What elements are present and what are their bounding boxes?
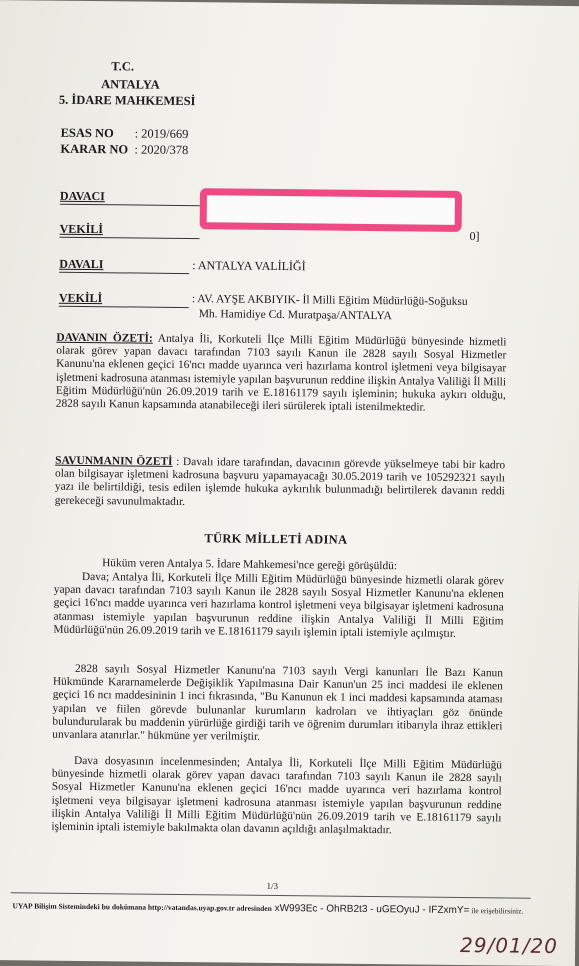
tc-heading: T.C.: [111, 59, 135, 74]
body-paragraph-4: Dava dosyasının incelenmesinden; Antalya İli, Korkuteli İlçe Milli Eğitim Müdürlüğü bünyesinde hizmetli olarak görev yapan davacı tarafından 7103 sayılı Kanun ile 2828 sayılı Sosyal Hizmetler Kanunu'na eklenen geçici 16'ncı madde uyarınca veri hazırlama kontrol işletmeni veya bilgisayar işletmeni kadrosuna atanması istemiyle yapılan başvurunun reddine ilişkin Antalya Valiliği İl Milli Eğitim Müdürlüğü'nün 26.09.2019 tarih ve E.18161179 sayılı işleminin iptali istemiyle bakılmakta olan davanın açıldığı anlaşılmaktadır.: [51, 754, 503, 837]
body-paragraph-2: Dava; Antalya İli, Korkuteli İlçe Milli Eğitim Müdürlüğü bünyesinde hizmetli olarak görev yapan davacı tarafından 7103 sayılı Kanun ile 2828 sayılı Sosyal Hizmetler Kanunu'na eklenen geçici 16'ncı madde uyarınca veri hazırlama kontrol işletmeni veya bilgisayar işletmeni kadrosuna atanması istemiyle yapılan başvurunun reddine ilişkin Antalya Valiliği İl Milli Eğitim Müdürlüğü'nün 26.09.2019 tarih ve E.18161179 sayılı işlemin iptali istemiyle açılmıştır.: [53, 570, 505, 640]
handwritten-date: 29/01/20: [460, 932, 559, 958]
davaci-label: DAVACI: [59, 188, 105, 204]
davanin-ozeti-paragraph: [56, 332, 507, 416]
davali-underline: [59, 272, 189, 274]
esas-value: : 2019/669: [134, 126, 189, 142]
page-number: 1/3: [266, 880, 279, 892]
savunmanin-ozeti-paragraph: [55, 455, 506, 513]
vekili2-label: VEKİLİ: [58, 290, 103, 306]
vekili2-address-line1: : AV. AYŞE AKBIYIK- İl Milli Eğitim Müdürlüğü-Soğuksu: [191, 293, 468, 308]
redacted-tail: 0]: [469, 229, 480, 244]
vekili2-underline: [59, 306, 189, 308]
davaci-underline: [60, 204, 200, 206]
karar-value: : 2020/378: [134, 142, 189, 158]
davanin-ozeti-label: DAVANIN ÖZETİ:: [56, 331, 153, 345]
davali-value: : ANTALYA VALİLİĞİ: [192, 258, 306, 274]
karar-label: KARAR NO: [60, 141, 129, 157]
vekili2-address-line2: Mh. Hamidiye Cd. Muratpaşa/ANTALYA: [198, 308, 392, 323]
davali-label: DAVALI: [59, 256, 104, 272]
footer-line: [12, 895, 523, 918]
esas-label: ESAS NO: [60, 125, 114, 141]
city-heading: ANTALYA: [101, 77, 160, 92]
footer-tail: ile erişebilirsiniz.: [469, 906, 524, 916]
davanin-ozeti-text: Antalya İli, Korkuteli İlçe Milli Eğitim Müdürlüğü bünyesinde hizmetli olarak görev yapan davacı tarafından 7103 sayılı Kanun ile 2828 sayılı Sosyal Hizmetler Kanunu'na eklenen geçici 16'ncı madde uyarınca veri hazırlama kontrol işletmeni veya bilgisayar işletmeni kadrosuna atanması istemiyle yapılan başvurunun reddine ilişkin Antalya Valiliği İl Milli Eğitim Müdürlüğü'nün 26.09.2019 tarih ve E.18161179 sayılı işleminin; hukuka aykırı olduğu, 2828 sayılı Kanun kapsamında atanabileceği ileri sürülerek iptali istenilmektedir.: [55, 332, 507, 414]
savunmanin-ozeti-label: SAVUNMANIN ÖZETİ: [55, 454, 173, 468]
body-paragraph-1: Hüküm veren Antalya 5. İdare Mahkemesi'nce gereği görüşüldü:: [102, 557, 398, 573]
body-paragraph-3: 2828 sayılı Sosyal Hizmetler Kanunu'na 7103 sayılı Vergi kanunları İle Bazı Kanun Hükmünde Kararnamelerde Değişiklik Yapılmasına Dair Kanun'un 25 inci maddesi ile eklenen geçici 16 ncı maddesininin 1 inci fıkrasında, "Bu Kanunun ek 1 inci maddesi kapsamında ataması yapılan ve fiilen görevde bulunanlar kurumların kadroları ve ihtiyaçları göz önünde bulundurularak bu maddenin yürürlüğe girdiği tarih ve öğrenim durumları itibarıyla ihraz ettikleri unvanlara atanırlar." hükmüne yer verilmiştir.: [52, 662, 504, 743]
vekili-underline: [60, 237, 200, 239]
verdict-heading: TÜRK MİLLETİ ADINA: [204, 531, 348, 547]
vekili-label: VEKİLİ: [59, 221, 104, 237]
footer-access-code: xW993Ec - OhRB2t3 - uGEOyuJ - IFZxmY=: [271, 902, 470, 917]
savunmanin-ozeti-text: : Davalı idare tarafından, davacının görevde yükselmeye tabi bir kadro olan bilgisayar işletmeni kadrosuna başvuru yapamayacağı 30.05.2019 tarih ve 105292321 sayılı yazı ile belirtildiği, tesis edilen işlemde hukuka aykırılık bulunmadığı belirtilerek davanın reddi gerekeceği savunulmaktadır.: [54, 455, 506, 508]
court-heading: 5. İDARE MAHKEMESİ: [58, 92, 196, 109]
footer-uyap-text: UYAP Bilişim Sistemindeki bu dokümana http://vatandas.uyap.gov.tr adresinden: [12, 901, 272, 913]
redaction-box: [200, 188, 462, 232]
